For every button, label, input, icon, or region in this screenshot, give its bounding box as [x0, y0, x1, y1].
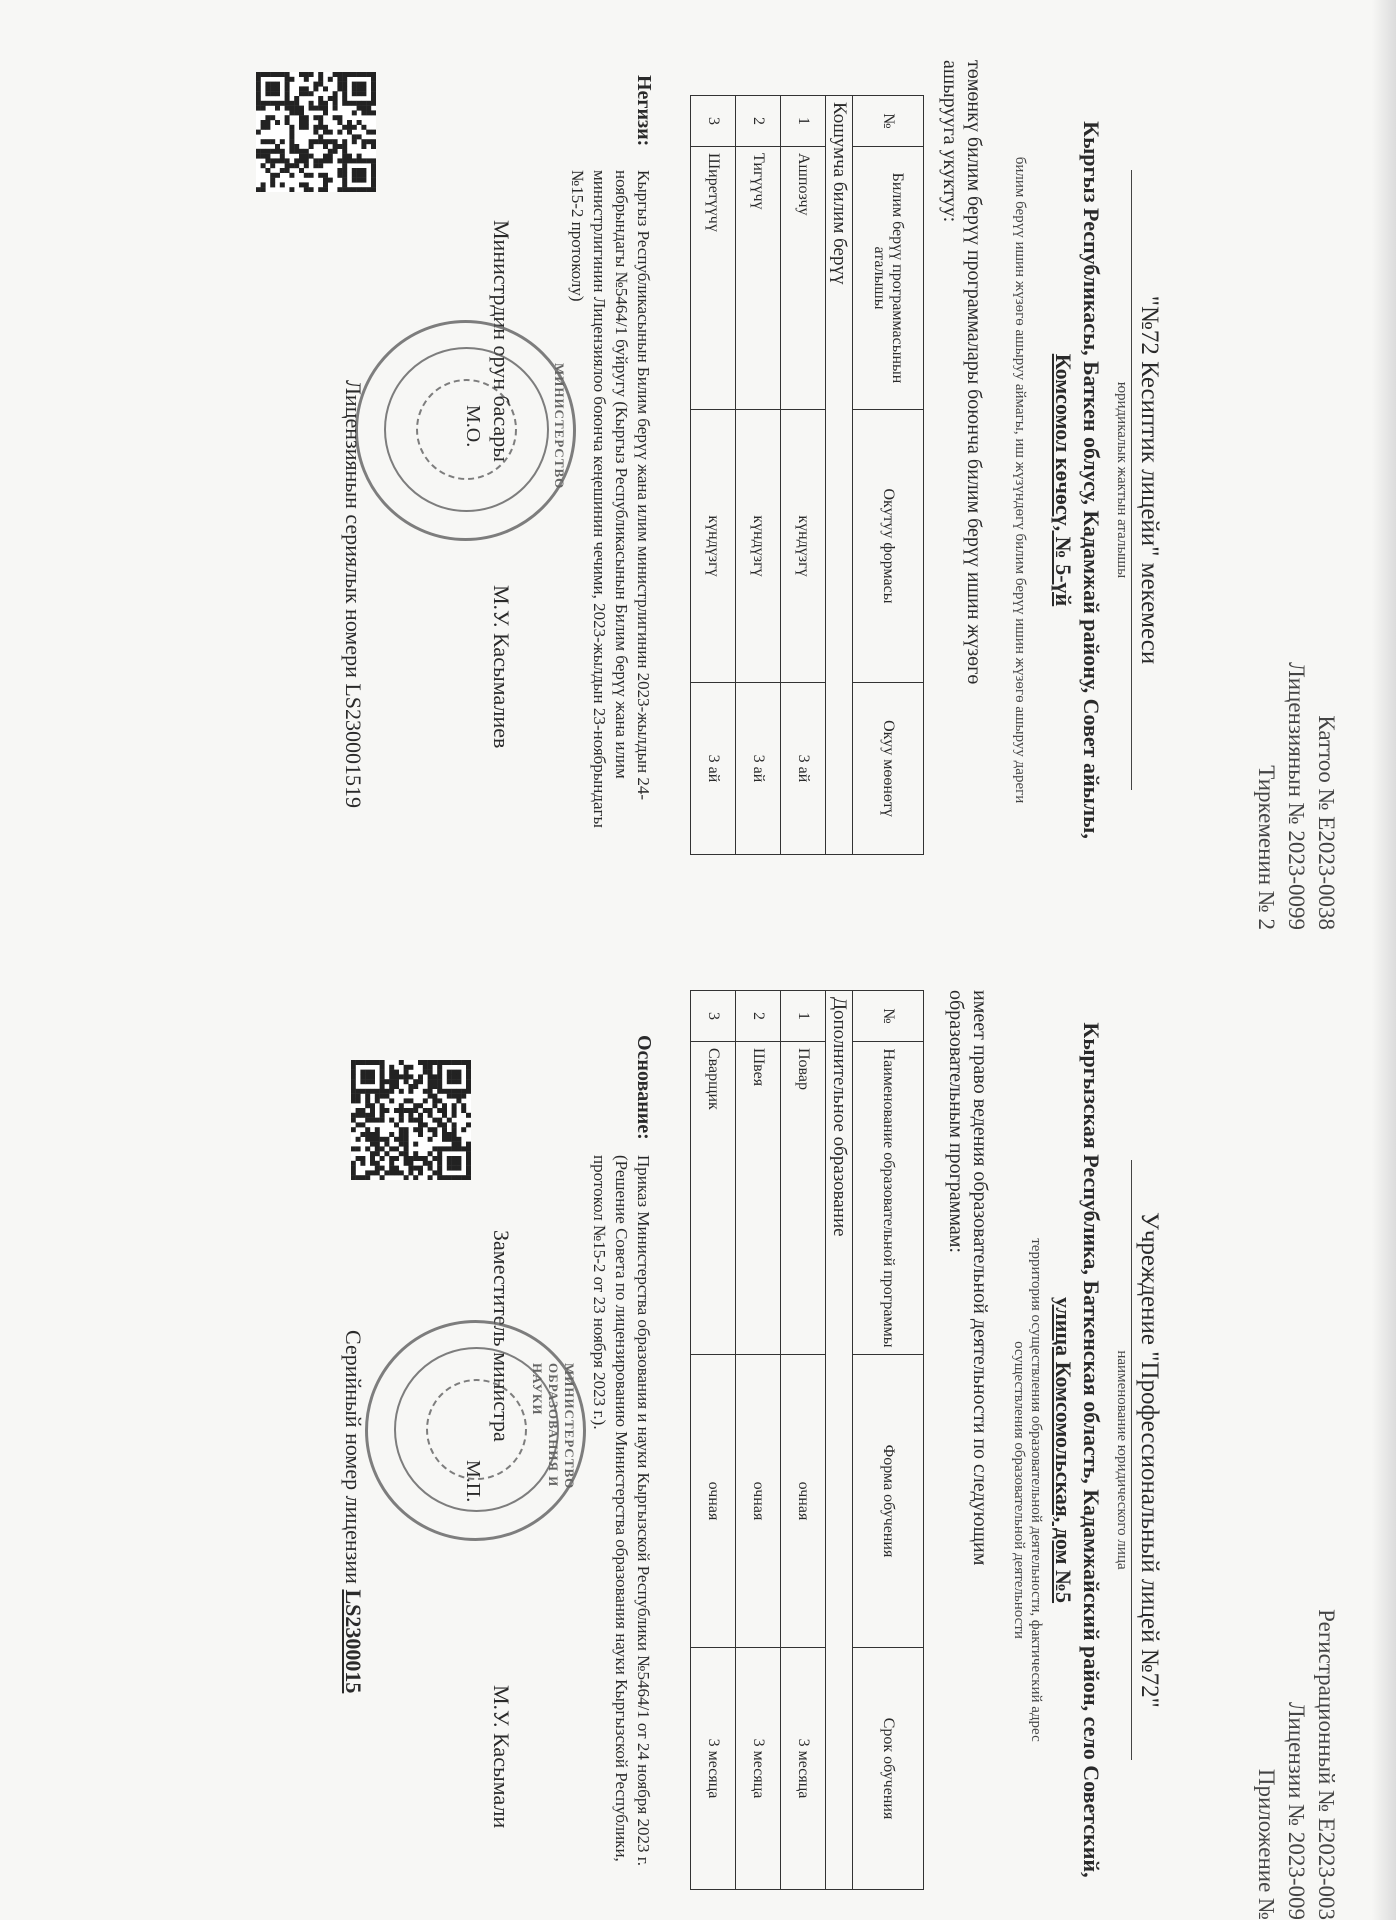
table-header-row [853, 991, 924, 1890]
kg-basis-text: Кыргыз Республикасынын Билим берүү жана илим министрлигинин 2023-жылдын 24-ноябрындагы №5464/1 буйругу (Кыргыз Республикасынын Билим берүү жана илим министрлигинин Лицензиялоо боюнча кеңешинин чечими, 2023-жылдын 23-ноябрындагы №15-2 протоколу) [568, 170, 653, 828]
kg-basis-label: Негизи: [633, 75, 655, 147]
table-row [781, 991, 826, 1890]
table-section-row [826, 96, 853, 855]
cell-form: күндүзгү [781, 410, 826, 683]
col-header-form: Окутуу формасы [853, 410, 924, 683]
ru-address-caption: территория осуществления образовательной деятельности, фактический адрес осуществления образовательной деятельности [1011, 1238, 1044, 1742]
table-row [736, 96, 781, 855]
kg-programs-table [690, 95, 924, 855]
cell-number: 1 [781, 96, 826, 147]
kg-qr-code [256, 72, 376, 192]
cell-number: 2 [736, 991, 781, 1042]
col-header-program: Билим берүү программасынын аталышы [853, 147, 924, 410]
cell-program: Тигүүчү [736, 147, 781, 410]
kg-license-number: Лицензиянын № 2023-0099 [1284, 662, 1309, 930]
kg-appendix-number: Тиркеменин № 2 [1254, 765, 1279, 930]
ru-address-line1: Кыргызская Республика, Баткенская область, Кадамжайский район, село Советский, [1079, 1022, 1104, 1878]
ru-registration-number: Регистрационный № E2023-003 [1314, 1609, 1339, 1920]
kg-header [1251, 650, 1341, 930]
col-header-duration: Срок обучения [853, 1648, 924, 1890]
ru-qr-code [351, 1060, 471, 1180]
ru-title: Учреждение "Профессиональный лицей №72" [1136, 1212, 1163, 1708]
cell-program: Швея [736, 1042, 781, 1355]
table-row [736, 991, 781, 1890]
ru-appendix-number: Приложение № [1254, 1768, 1279, 1920]
ru-basis-label: Основание: [633, 1035, 655, 1140]
cell-number: 2 [736, 96, 781, 147]
cell-duration: 3 ай [691, 683, 736, 855]
table-section-title: Кошумча билим берүү [826, 96, 853, 855]
col-header-number: № [853, 96, 924, 147]
cell-program: Ширетүүчү [691, 147, 736, 410]
table-section-title: Дополнительное образование [826, 991, 853, 1890]
cell-form: очная [736, 1355, 781, 1648]
cell-form: очная [781, 1355, 826, 1648]
cell-program: Ашпозчу [781, 147, 826, 410]
ru-basis-text: Приказ Министерства образования и науки Кыргызской Республики №5464/1 от 24 ноября 2023 г. (Решение Совета по лицензированию Министерства образования науки Кыргызской Республики, протокол №15-2 от 23 ноября 2023 г.). [590, 1155, 653, 1867]
cell-form: очная [691, 1355, 736, 1648]
kg-title-underline [1131, 170, 1132, 790]
table-section-row [826, 991, 853, 1890]
cell-duration: 3 месяца [736, 1648, 781, 1890]
col-header-number: № [853, 991, 924, 1042]
cell-duration: 3 ай [781, 683, 826, 855]
table-header-row [853, 96, 924, 855]
kg-stamp-mark: М.О. [462, 405, 484, 448]
ru-license-number: Лицензии № 2023-009 [1284, 1701, 1309, 1920]
table-row [781, 96, 826, 855]
table-row [691, 991, 736, 1890]
cell-number: 3 [691, 991, 736, 1042]
ru-serial-value: LS2300015 [341, 1589, 366, 1694]
kg-title: "№72 Кесиптик лицейи" мекемеси [1136, 295, 1163, 665]
cell-duration: 3 месяца [781, 1648, 826, 1890]
kg-address-line2: Комсомол көчөсү, № 5-үй [1051, 353, 1076, 607]
cell-form: күндүзгү [691, 410, 736, 683]
kg-address-line1: Кыргыз Республикасы, Баткен облусу, Кадамжай району, Совет айылы, [1079, 121, 1104, 839]
ru-stamp-mark: М.П. [462, 1460, 484, 1503]
kg-entity-caption: юридикалык жактын аталышы [1114, 381, 1130, 579]
kg-signer-title: Министрдин орун басары [489, 220, 514, 462]
cell-form: күндүзгү [736, 410, 781, 683]
kg-intro: төмөнкү билим берүү программалары боюнча билим берүү ишин жүзөгө ашырууга укуктуу: [939, 60, 985, 685]
kg-registration-number: Каттоо № E2023-0038 [1314, 715, 1339, 930]
ru-address-line2: улица Комсомольская, дом №5 [1051, 1296, 1076, 1604]
kg-serial-number: Лицензиянын сериялык номери LS230001519 [341, 380, 366, 809]
cell-duration: 3 месяца [691, 1648, 736, 1890]
ru-signer-title: Заместитель министра [489, 1230, 514, 1442]
kg-address-caption: билим берүү ишин жүзөгө ашыруу аймагы, иш жүзүндөгү билим берүү ишин жүзөгө ашыруу дареги [1012, 156, 1028, 804]
stamp-text: МИНИСТЕРСТВО ОБРАЗОВАНИЯ И НАУКИ [530, 1363, 577, 1490]
cell-number: 3 [691, 96, 736, 147]
ru-title-underline [1131, 1160, 1132, 1760]
ru-official-seal [365, 1320, 586, 1541]
col-header-program: Наименование образовательной программы [853, 1042, 924, 1355]
table-row [691, 96, 736, 855]
col-header-duration: Окуу мөөнөтү [853, 683, 924, 855]
col-header-form: Форма обучения [853, 1355, 924, 1648]
kg-signer-name: М.У. Касымалиев [489, 585, 514, 749]
cell-number: 1 [781, 991, 826, 1042]
ru-header [1251, 1540, 1341, 1920]
qr-code-icon [351, 1060, 471, 1180]
ru-entity-caption: наименование юридического лица [1114, 1350, 1130, 1570]
kg-official-seal: МИНИСТЕРСТВО [355, 320, 576, 541]
qr-code-icon [256, 72, 376, 192]
cell-duration: 3 ай [736, 683, 781, 855]
ru-serial-number [340, 1330, 366, 1693]
ru-signer-name: М.У. Касымали [489, 1685, 514, 1829]
cell-program: Повар [781, 1042, 826, 1355]
ru-programs-table [690, 990, 924, 1890]
cell-program: Сварщик [691, 1042, 736, 1355]
ru-serial-prefix: Серийный номер лицензии [341, 1330, 366, 1590]
ru-intro: имеет право ведения образовательной деятельности по следующим образовательным программам: [945, 990, 991, 1566]
